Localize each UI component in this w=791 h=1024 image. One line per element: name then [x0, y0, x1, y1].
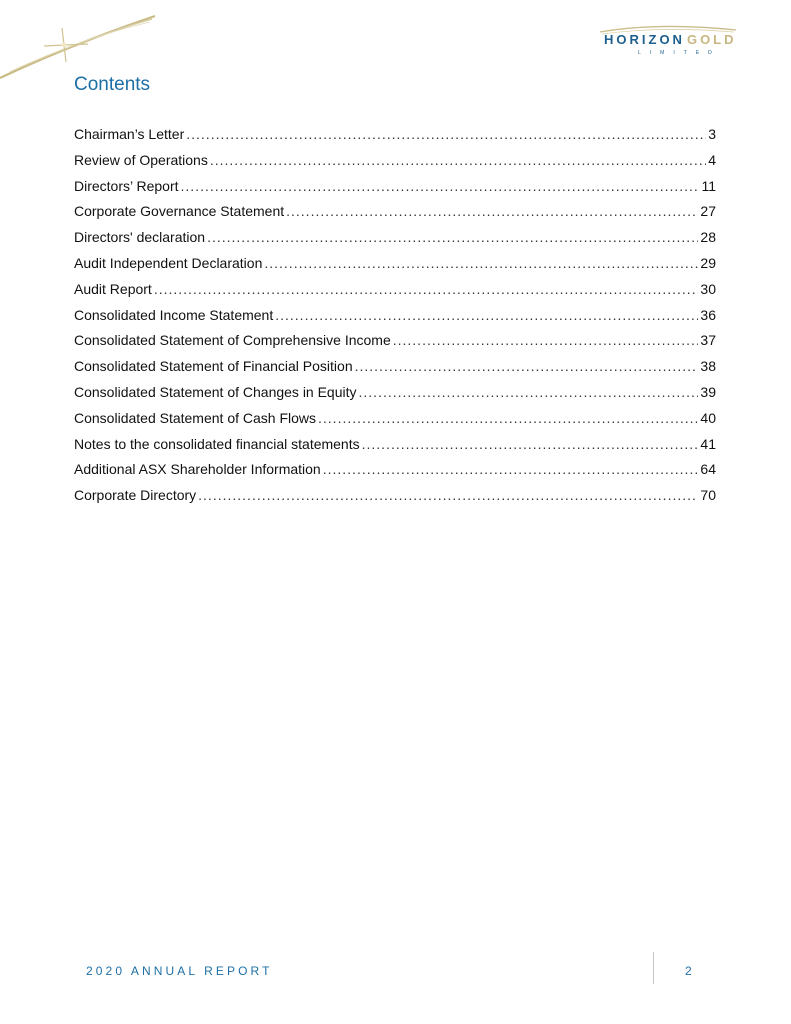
toc-entry-page: 64: [700, 461, 716, 478]
toc-entry[interactable]: [74, 255, 716, 281]
dot-leader: [181, 178, 700, 194]
toc-entry[interactable]: [74, 332, 716, 358]
dot-leader: [198, 487, 698, 503]
horizon-gold-logo: [598, 22, 738, 62]
toc-entry-page: 3: [708, 126, 716, 142]
toc-entry-title: Corporate Governance Statement: [74, 203, 285, 220]
toc-entry-title: Audit Report: [74, 280, 152, 297]
dot-leader: [323, 461, 699, 477]
dot-leader: [318, 410, 698, 426]
dot-leader: [264, 255, 698, 271]
toc-entry-page: 36: [700, 306, 716, 323]
toc-entry-title: Corporate Directory: [74, 487, 197, 504]
toc-entry[interactable]: [74, 203, 716, 229]
toc-entry-page: 29: [700, 254, 716, 271]
toc-entry-page: 28: [700, 229, 716, 246]
toc-entry[interactable]: [74, 281, 716, 307]
dot-leader: [210, 152, 706, 168]
dot-leader: [393, 332, 699, 348]
toc-entry-title: Consolidated Statement of Comprehensive Income: [74, 332, 391, 349]
dot-leader: [286, 203, 698, 219]
dot-leader: [275, 307, 698, 323]
page-number: 2: [685, 964, 692, 978]
toc-entry-page: 30: [700, 280, 716, 297]
toc-entry[interactable]: [74, 487, 716, 513]
toc-entry-title: Consolidated Statement of Changes in Equity: [74, 383, 357, 400]
dot-leader: [359, 384, 699, 400]
dot-leader: [355, 358, 699, 374]
toc-entry-page: 11: [701, 177, 716, 194]
footer-divider: [653, 952, 654, 984]
toc-entry-title: Consolidated Statement of Financial Position: [74, 358, 353, 375]
toc-entry-page: 41: [700, 435, 716, 452]
toc-entry-page: 27: [700, 203, 716, 220]
toc-entry-title: Consolidated Income Statement: [74, 306, 274, 323]
toc-entry-title: Consolidated Statement of Cash Flows: [74, 409, 317, 426]
toc-entry-page: 40: [700, 409, 716, 426]
toc-entry[interactable]: [74, 126, 716, 152]
toc-entry[interactable]: [74, 384, 716, 410]
toc-entry-title: Additional ASX Shareholder Information: [74, 461, 321, 478]
toc-entry-page: 4: [708, 151, 716, 168]
toc-entry-title: Audit Independent Declaration: [74, 254, 263, 271]
toc-entry-page: 70: [700, 487, 716, 504]
logo-subtitle: LIMITED: [638, 50, 721, 56]
toc-entry-title: Chairman’s Letter: [74, 126, 185, 142]
toc-entry-title: Review of Operations: [74, 151, 208, 168]
dot-leader: [207, 229, 698, 245]
toc-entry[interactable]: [74, 410, 716, 436]
toc-entry[interactable]: [74, 152, 716, 178]
toc-entry-title: Directors' declaration: [74, 229, 206, 246]
toc-entry-page: 38: [700, 358, 716, 375]
toc-entry[interactable]: [74, 229, 716, 255]
toc-entry-title: Directors’ Report: [74, 177, 179, 194]
contents-heading: Contents: [74, 74, 151, 95]
toc-entry-page: 39: [700, 383, 716, 400]
dot-leader: [186, 126, 706, 142]
toc-entry-title: Notes to the consolidated financial statements: [74, 435, 360, 452]
toc-entry-page: 37: [700, 332, 716, 349]
logo-wordmark-horizon: HORIZON: [604, 32, 685, 47]
toc-entry[interactable]: [74, 178, 716, 204]
toc-entry[interactable]: [74, 307, 716, 333]
toc-entry[interactable]: [74, 358, 716, 384]
dot-leader: [154, 281, 699, 297]
toc-entry[interactable]: [74, 461, 716, 487]
toc-entry[interactable]: [74, 436, 716, 462]
footer-report-title: 2020 ANNUAL REPORT: [86, 964, 273, 978]
logo-wordmark-gold: GOLD: [686, 32, 737, 47]
dot-leader: [362, 436, 699, 452]
table-of-contents: [74, 126, 716, 513]
